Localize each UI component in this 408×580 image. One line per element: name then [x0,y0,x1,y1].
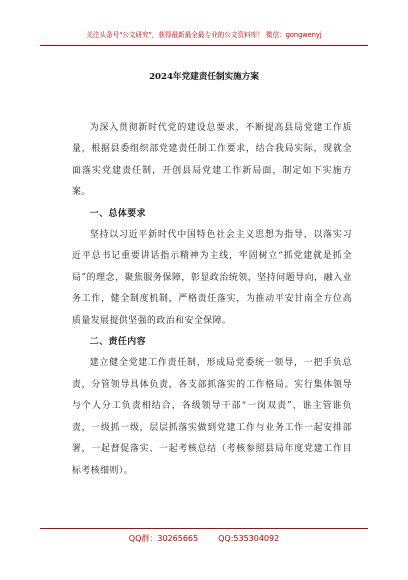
section-paragraph-responsibilities: 建立健全党建工作责任制，形成局党委统一领导，一把手负总责，分管领导具体负责，各支部抓落实的工作格局。实行集体领导与个人分工负责相结合，各级领导干部“一岗双责”，谁主管谁负责，一级抓一级，层层抓落实做到党建工作与业务工作一起安排部署，一起督促落实、一起考核总结（考核参照县局年度党建工作目标考核细则）。 [72,358,352,476]
footer-qq-group: QQ群：30265665 [128,534,199,543]
intro-paragraph: 为深入贯彻新时代党的建设总要求，不断提高县局党建工作质量，根据县委组织部党建责任制工作要求，结合我局实际，现就全面落实党建责任制，开创县局党建工作新局面，制定如下实施方案。 [72,123,352,198]
section-paragraph-general-requirements: 坚持以习近平新时代中国特色社会主义思想为指导，以落实习近平总书记重要讲话指示精神为主线，牢固树立“抓党建就是抓全局”的理念，聚焦服务保障，彰显政治统领，坚持问题导向，融入业务工作，健全制度机制，严格责任落实，为推动平安甘南全方位高质量发展提供坚强的政治和安全保障。 [72,230,352,326]
footer-divider [40,528,368,529]
header-divider [40,45,368,46]
footer-qq-number: QQ:535304092 [218,534,280,543]
header-banner: 关注头条号"公文研究"，获得最新最全最专业的公文资料库！ 微信：gongwenyj [86,31,322,39]
document-title: 2024年党建责任制实施方案 [149,72,259,82]
section-heading-general-requirements: 一、总体要求 [89,208,147,219]
section-heading-responsibilities: 二、责任内容 [89,337,147,348]
document-body [72,118,352,482]
footer-contact [0,533,408,544]
